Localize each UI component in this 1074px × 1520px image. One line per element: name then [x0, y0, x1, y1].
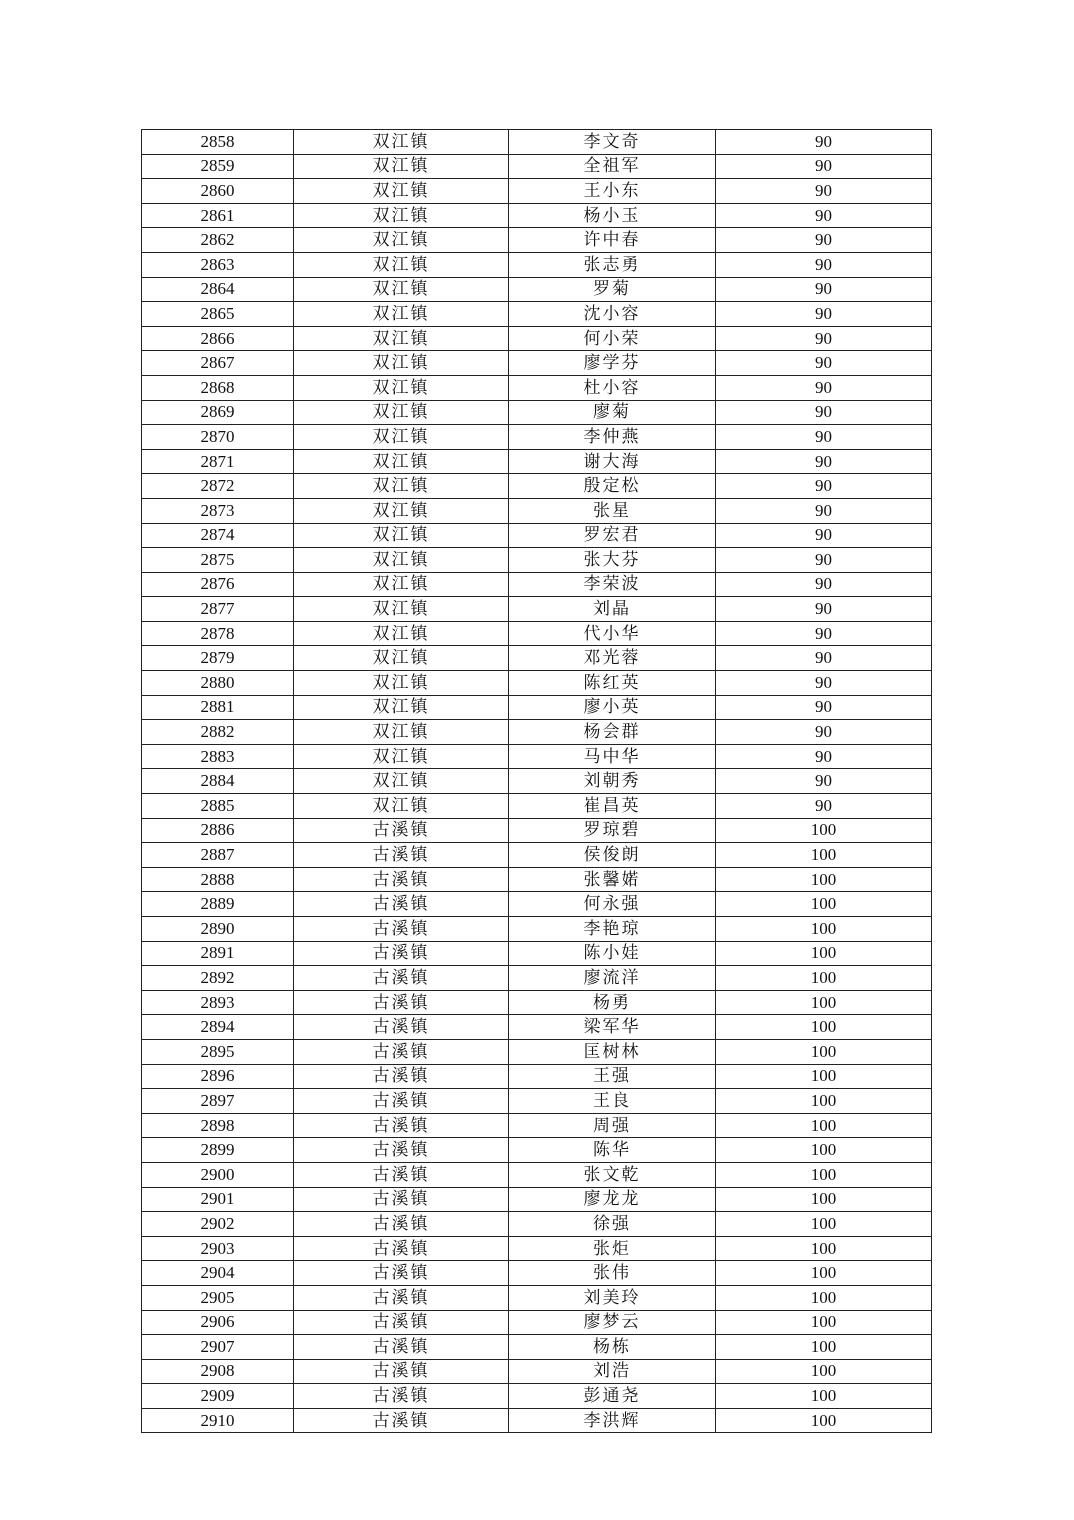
score-cell: 100 [716, 1384, 932, 1409]
score-cell: 90 [716, 769, 932, 794]
name-cell: 代小华 [509, 621, 716, 646]
row-number-cell: 2907 [142, 1335, 294, 1360]
row-number-cell: 2875 [142, 548, 294, 573]
town-cell: 双江镇 [294, 351, 509, 376]
table-row [142, 154, 932, 179]
town-cell: 古溪镇 [294, 1359, 509, 1384]
score-cell: 100 [716, 917, 932, 942]
town-cell: 古溪镇 [294, 1236, 509, 1261]
name-cell: 谢大海 [509, 449, 716, 474]
score-cell: 100 [716, 1310, 932, 1335]
row-number-cell: 2864 [142, 277, 294, 302]
row-number-cell: 2904 [142, 1261, 294, 1286]
table-row [142, 1089, 932, 1114]
name-cell: 全祖军 [509, 154, 716, 179]
score-cell: 100 [716, 867, 932, 892]
town-cell: 古溪镇 [294, 1039, 509, 1064]
score-cell: 90 [716, 375, 932, 400]
table-row [142, 695, 932, 720]
name-cell: 何永强 [509, 892, 716, 917]
row-number-cell: 2903 [142, 1236, 294, 1261]
score-cell: 90 [716, 449, 932, 474]
table-row [142, 671, 932, 696]
score-cell: 90 [716, 671, 932, 696]
town-cell: 双江镇 [294, 548, 509, 573]
town-cell: 双江镇 [294, 302, 509, 327]
name-cell: 张伟 [509, 1261, 716, 1286]
town-cell: 双江镇 [294, 203, 509, 228]
row-number-cell: 2905 [142, 1285, 294, 1310]
name-cell: 廖菊 [509, 400, 716, 425]
name-cell: 王小东 [509, 179, 716, 204]
row-number-cell: 2884 [142, 769, 294, 794]
table-row [142, 1039, 932, 1064]
town-cell: 双江镇 [294, 572, 509, 597]
score-cell: 90 [716, 621, 932, 646]
table-row [142, 1187, 932, 1212]
table-row [142, 1064, 932, 1089]
table-row [142, 548, 932, 573]
town-cell: 双江镇 [294, 769, 509, 794]
town-cell: 双江镇 [294, 621, 509, 646]
table-row [142, 1384, 932, 1409]
score-cell: 90 [716, 425, 932, 450]
row-number-cell: 2883 [142, 744, 294, 769]
score-cell: 90 [716, 646, 932, 671]
town-cell: 双江镇 [294, 375, 509, 400]
table-row [142, 425, 932, 450]
town-cell: 双江镇 [294, 597, 509, 622]
table-row [142, 1359, 932, 1384]
town-cell: 古溪镇 [294, 1162, 509, 1187]
score-cell: 100 [716, 818, 932, 843]
name-cell: 沈小容 [509, 302, 716, 327]
name-cell: 罗菊 [509, 277, 716, 302]
score-cell: 100 [716, 1113, 932, 1138]
town-cell: 双江镇 [294, 400, 509, 425]
name-cell: 匡树林 [509, 1039, 716, 1064]
row-number-cell: 2881 [142, 695, 294, 720]
town-cell: 古溪镇 [294, 966, 509, 991]
town-cell: 古溪镇 [294, 1138, 509, 1163]
row-number-cell: 2909 [142, 1384, 294, 1409]
table-row [142, 1335, 932, 1360]
town-cell: 双江镇 [294, 794, 509, 819]
table-row [142, 917, 932, 942]
name-cell: 杨会群 [509, 720, 716, 745]
row-number-cell: 2898 [142, 1113, 294, 1138]
name-cell: 张星 [509, 498, 716, 523]
table-row [142, 597, 932, 622]
table-row [142, 375, 932, 400]
score-cell: 90 [716, 203, 932, 228]
town-cell: 古溪镇 [294, 892, 509, 917]
town-cell: 古溪镇 [294, 1064, 509, 1089]
table-row [142, 1015, 932, 1040]
row-number-cell: 2908 [142, 1359, 294, 1384]
score-cell: 90 [716, 794, 932, 819]
row-number-cell: 2878 [142, 621, 294, 646]
row-number-cell: 2897 [142, 1089, 294, 1114]
name-cell: 廖学芬 [509, 351, 716, 376]
table-row [142, 1138, 932, 1163]
score-cell: 90 [716, 326, 932, 351]
table-row [142, 179, 932, 204]
town-cell: 古溪镇 [294, 1408, 509, 1433]
name-cell: 陈小娃 [509, 941, 716, 966]
town-cell: 双江镇 [294, 277, 509, 302]
row-number-cell: 2895 [142, 1039, 294, 1064]
name-cell: 陈红英 [509, 671, 716, 696]
row-number-cell: 2888 [142, 867, 294, 892]
name-cell: 何小荣 [509, 326, 716, 351]
score-cell: 100 [716, 1261, 932, 1286]
row-number-cell: 2885 [142, 794, 294, 819]
table-row [142, 941, 932, 966]
table-row [142, 523, 932, 548]
table-row [142, 277, 932, 302]
row-number-cell: 2869 [142, 400, 294, 425]
score-cell: 100 [716, 1089, 932, 1114]
score-cell: 100 [716, 1408, 932, 1433]
score-cell: 90 [716, 252, 932, 277]
name-cell: 李艳琼 [509, 917, 716, 942]
row-number-cell: 2900 [142, 1162, 294, 1187]
table-row [142, 990, 932, 1015]
score-cell: 100 [716, 892, 932, 917]
name-cell: 杨栋 [509, 1335, 716, 1360]
table-row [142, 449, 932, 474]
name-cell: 杜小容 [509, 375, 716, 400]
name-cell: 李洪辉 [509, 1408, 716, 1433]
row-number-cell: 2886 [142, 818, 294, 843]
town-cell: 双江镇 [294, 720, 509, 745]
town-cell: 古溪镇 [294, 1113, 509, 1138]
score-cell: 90 [716, 351, 932, 376]
name-cell: 李仲燕 [509, 425, 716, 450]
row-number-cell: 2894 [142, 1015, 294, 1040]
table-row [142, 818, 932, 843]
table-row [142, 498, 932, 523]
row-number-cell: 2890 [142, 917, 294, 942]
name-cell: 侯俊朗 [509, 843, 716, 868]
score-cell: 90 [716, 597, 932, 622]
table-row [142, 1162, 932, 1187]
score-cell: 100 [716, 941, 932, 966]
town-cell: 双江镇 [294, 154, 509, 179]
town-cell: 古溪镇 [294, 990, 509, 1015]
score-cell: 100 [716, 1335, 932, 1360]
name-cell: 彭通尧 [509, 1384, 716, 1409]
table-row [142, 400, 932, 425]
table-row [142, 474, 932, 499]
score-cell: 90 [716, 302, 932, 327]
data-table [141, 129, 932, 1433]
score-cell: 90 [716, 572, 932, 597]
row-number-cell: 2880 [142, 671, 294, 696]
row-number-cell: 2867 [142, 351, 294, 376]
town-cell: 双江镇 [294, 695, 509, 720]
name-cell: 陈华 [509, 1138, 716, 1163]
score-cell: 90 [716, 130, 932, 155]
town-cell: 古溪镇 [294, 867, 509, 892]
score-cell: 90 [716, 277, 932, 302]
name-cell: 廖梦云 [509, 1310, 716, 1335]
score-cell: 100 [716, 1285, 932, 1310]
name-cell: 杨小玉 [509, 203, 716, 228]
town-cell: 古溪镇 [294, 843, 509, 868]
row-number-cell: 2901 [142, 1187, 294, 1212]
name-cell: 张馨婼 [509, 867, 716, 892]
score-cell: 100 [716, 1359, 932, 1384]
row-number-cell: 2868 [142, 375, 294, 400]
table-row [142, 720, 932, 745]
row-number-cell: 2861 [142, 203, 294, 228]
table-row [142, 1285, 932, 1310]
table-row [142, 646, 932, 671]
score-cell: 90 [716, 523, 932, 548]
row-number-cell: 2889 [142, 892, 294, 917]
table-row [142, 302, 932, 327]
town-cell: 古溪镇 [294, 1261, 509, 1286]
town-cell: 古溪镇 [294, 1089, 509, 1114]
row-number-cell: 2872 [142, 474, 294, 499]
table-row [142, 228, 932, 253]
table-row [142, 351, 932, 376]
town-cell: 古溪镇 [294, 818, 509, 843]
town-cell: 双江镇 [294, 425, 509, 450]
table-row [142, 1113, 932, 1138]
town-cell: 双江镇 [294, 179, 509, 204]
score-cell: 90 [716, 474, 932, 499]
name-cell: 刘晶 [509, 597, 716, 622]
score-cell: 90 [716, 400, 932, 425]
table-row [142, 203, 932, 228]
name-cell: 杨勇 [509, 990, 716, 1015]
table-row [142, 1408, 932, 1433]
score-cell: 100 [716, 1236, 932, 1261]
table-row [142, 1310, 932, 1335]
town-cell: 双江镇 [294, 744, 509, 769]
name-cell: 刘浩 [509, 1359, 716, 1384]
row-number-cell: 2858 [142, 130, 294, 155]
score-cell: 90 [716, 179, 932, 204]
table-row [142, 130, 932, 155]
name-cell: 梁军华 [509, 1015, 716, 1040]
name-cell: 王强 [509, 1064, 716, 1089]
score-cell: 100 [716, 1162, 932, 1187]
name-cell: 周强 [509, 1113, 716, 1138]
score-cell: 90 [716, 228, 932, 253]
row-number-cell: 2891 [142, 941, 294, 966]
row-number-cell: 2871 [142, 449, 294, 474]
row-number-cell: 2874 [142, 523, 294, 548]
town-cell: 古溪镇 [294, 1187, 509, 1212]
name-cell: 张志勇 [509, 252, 716, 277]
row-number-cell: 2879 [142, 646, 294, 671]
row-number-cell: 2896 [142, 1064, 294, 1089]
score-cell: 90 [716, 154, 932, 179]
name-cell: 罗琼碧 [509, 818, 716, 843]
name-cell: 刘朝秀 [509, 769, 716, 794]
table-row [142, 867, 932, 892]
table-row [142, 843, 932, 868]
town-cell: 双江镇 [294, 646, 509, 671]
row-number-cell: 2863 [142, 252, 294, 277]
name-cell: 殷定松 [509, 474, 716, 499]
row-number-cell: 2892 [142, 966, 294, 991]
score-cell: 100 [716, 1039, 932, 1064]
table-row [142, 1212, 932, 1237]
town-cell: 古溪镇 [294, 1384, 509, 1409]
score-cell: 100 [716, 1212, 932, 1237]
town-cell: 古溪镇 [294, 1285, 509, 1310]
name-cell: 王良 [509, 1089, 716, 1114]
table-row [142, 966, 932, 991]
data-table-body [142, 130, 932, 1433]
name-cell: 崔昌英 [509, 794, 716, 819]
town-cell: 双江镇 [294, 252, 509, 277]
name-cell: 邓光蓉 [509, 646, 716, 671]
score-cell: 100 [716, 1187, 932, 1212]
town-cell: 古溪镇 [294, 917, 509, 942]
row-number-cell: 2876 [142, 572, 294, 597]
town-cell: 古溪镇 [294, 1015, 509, 1040]
town-cell: 双江镇 [294, 326, 509, 351]
town-cell: 双江镇 [294, 449, 509, 474]
table-row [142, 572, 932, 597]
name-cell: 刘美玲 [509, 1285, 716, 1310]
row-number-cell: 2899 [142, 1138, 294, 1163]
row-number-cell: 2870 [142, 425, 294, 450]
name-cell: 廖流洋 [509, 966, 716, 991]
name-cell: 李文奇 [509, 130, 716, 155]
table-row [142, 769, 932, 794]
table-row [142, 1261, 932, 1286]
town-cell: 古溪镇 [294, 1335, 509, 1360]
row-number-cell: 2862 [142, 228, 294, 253]
name-cell: 许中春 [509, 228, 716, 253]
town-cell: 古溪镇 [294, 1212, 509, 1237]
row-number-cell: 2882 [142, 720, 294, 745]
table-row [142, 621, 932, 646]
table-row [142, 794, 932, 819]
name-cell: 马中华 [509, 744, 716, 769]
row-number-cell: 2887 [142, 843, 294, 868]
data-table-container [141, 129, 932, 1433]
row-number-cell: 2910 [142, 1408, 294, 1433]
row-number-cell: 2860 [142, 179, 294, 204]
name-cell: 张大芬 [509, 548, 716, 573]
score-cell: 100 [716, 990, 932, 1015]
town-cell: 双江镇 [294, 130, 509, 155]
name-cell: 廖龙龙 [509, 1187, 716, 1212]
town-cell: 双江镇 [294, 498, 509, 523]
row-number-cell: 2902 [142, 1212, 294, 1237]
score-cell: 90 [716, 498, 932, 523]
town-cell: 双江镇 [294, 523, 509, 548]
name-cell: 张文乾 [509, 1162, 716, 1187]
town-cell: 双江镇 [294, 474, 509, 499]
row-number-cell: 2859 [142, 154, 294, 179]
town-cell: 古溪镇 [294, 1310, 509, 1335]
name-cell: 徐强 [509, 1212, 716, 1237]
score-cell: 90 [716, 720, 932, 745]
score-cell: 90 [716, 744, 932, 769]
row-number-cell: 2873 [142, 498, 294, 523]
table-row [142, 326, 932, 351]
name-cell: 罗宏君 [509, 523, 716, 548]
score-cell: 100 [716, 1138, 932, 1163]
row-number-cell: 2865 [142, 302, 294, 327]
score-cell: 100 [716, 843, 932, 868]
score-cell: 90 [716, 548, 932, 573]
score-cell: 100 [716, 1015, 932, 1040]
name-cell: 廖小英 [509, 695, 716, 720]
town-cell: 双江镇 [294, 671, 509, 696]
score-cell: 100 [716, 1064, 932, 1089]
name-cell: 张炬 [509, 1236, 716, 1261]
score-cell: 90 [716, 695, 932, 720]
row-number-cell: 2877 [142, 597, 294, 622]
score-cell: 100 [716, 966, 932, 991]
town-cell: 双江镇 [294, 228, 509, 253]
table-row [142, 744, 932, 769]
row-number-cell: 2893 [142, 990, 294, 1015]
name-cell: 李荣波 [509, 572, 716, 597]
row-number-cell: 2906 [142, 1310, 294, 1335]
table-row [142, 252, 932, 277]
row-number-cell: 2866 [142, 326, 294, 351]
table-row [142, 892, 932, 917]
table-row [142, 1236, 932, 1261]
town-cell: 古溪镇 [294, 941, 509, 966]
